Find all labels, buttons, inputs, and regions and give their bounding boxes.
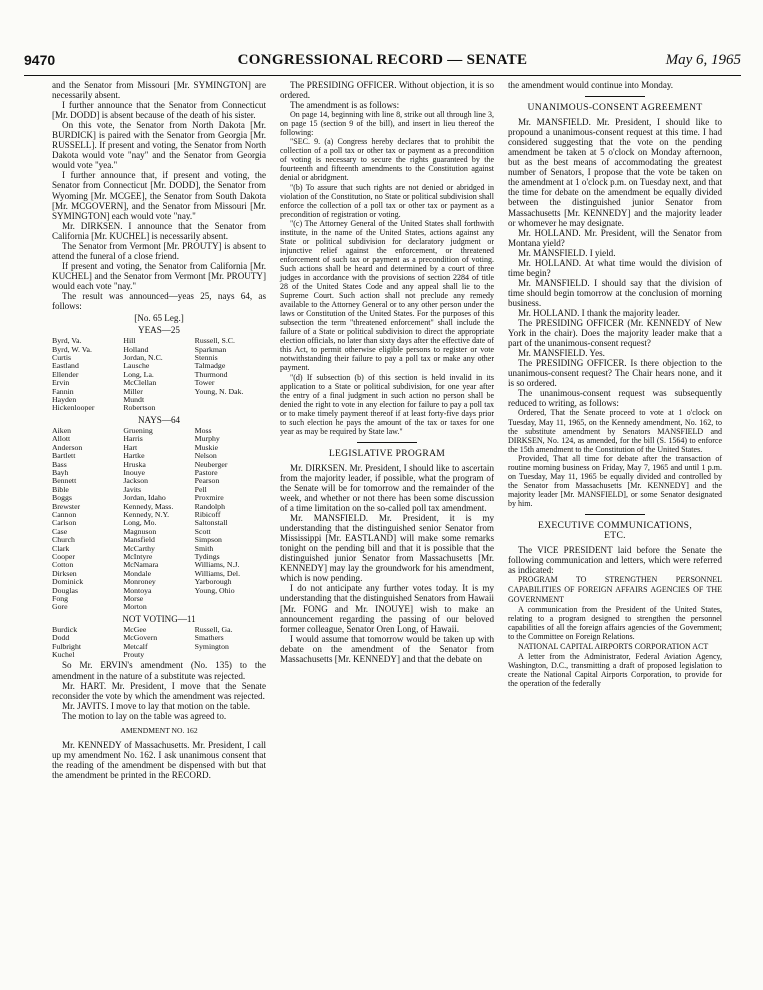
senator-name: Hartke xyxy=(123,451,145,461)
senator-name: Smith xyxy=(194,543,214,553)
senator-name: McClellan xyxy=(123,378,157,388)
senator-name: Saltonstall xyxy=(194,518,228,528)
nays-table xyxy=(52,427,266,612)
section-heading-cont: ETC. xyxy=(604,530,626,542)
senator-name: Javits xyxy=(123,484,142,494)
table-row xyxy=(52,469,266,477)
senator-name: Young, N. Dak. xyxy=(194,386,244,396)
paragraph: The Senator from Vermont [Mr. PROUTY] is absent to attend the funeral of a close friend. xyxy=(52,240,266,261)
senator-name xyxy=(195,595,266,603)
table-row xyxy=(52,595,266,603)
table-row xyxy=(52,587,266,595)
page-date: May 6, 1965 xyxy=(665,52,741,68)
table-row xyxy=(52,528,266,536)
senator-name: Talmadge xyxy=(194,361,226,371)
subsection-heading: PROGRAM TO STRENGTHEN PERSONNEL CAPABILITIES OF FOREIGN AFFAIRS AGENCIES OF THE GOVERNMENT xyxy=(508,575,722,605)
paragraph: the amendment would continue into Monday. xyxy=(508,80,674,90)
senator-name: Kennedy, Mass. xyxy=(123,501,174,511)
senator-name: Moss xyxy=(194,425,212,435)
senator-name: Hill xyxy=(123,336,136,346)
senator-name: Sparkman xyxy=(194,344,227,354)
paragraph: So Mr. ERVIN's amendment (No. 135) to the amendment in the nature of a substitute was rejected. xyxy=(52,660,266,681)
roll-call-number: [No. 65 Leg.] xyxy=(134,313,184,324)
senator-name: Neuberger xyxy=(194,459,228,469)
senator-name: Burdick xyxy=(52,624,78,634)
quoted-text: "(d) If subsection (b) of this section is held invalid in its application to a State or political subdivision, for one year after the entry of a final judgment in such action no person shall be denied the right to vote in any election for failure to pay a poll tax or to make timely payment thereof if at least forty-five days prior to such election he pays the amount of the tax or taxes for one year as may be required by State law." xyxy=(280,372,494,436)
senator-name: Curtis xyxy=(52,352,72,362)
senator-name: Jordan, N.C. xyxy=(123,352,163,362)
paragraph: A communication from the President of the United States, relating to a program designed to strengthen the personnel capabilities of all the foreign affairs agencies of the Government; to the Committee on Foreign Relations. xyxy=(508,605,722,642)
not-voting-heading: NOT VOTING—11 xyxy=(122,613,196,624)
table-row xyxy=(52,388,266,396)
senator-name: Morse xyxy=(123,594,144,603)
paragraph: I do not anticipate any further votes today. It is my understanding that the distinguished Senators from Hawaii [Mr. FONG and Mr. INOUYE] wish to make an announcement regarding the passing of our beloved former colleague, Senator Oren Long, of Hawaii. xyxy=(280,583,494,634)
senator-name: Ribicoff xyxy=(194,509,221,519)
senator-name: Church xyxy=(52,535,75,545)
senator-name: Montoya xyxy=(123,585,152,595)
paragraph: The unanimous-consent request was subsequently reduced to writing, as follows: xyxy=(508,388,722,409)
senator-name: Ellender xyxy=(52,369,79,379)
section-heading: LEGISLATIVE PROGRAM xyxy=(328,447,446,459)
table-row xyxy=(52,354,266,362)
senator-name: Jordan, Idaho xyxy=(123,493,166,503)
senator-name: Tydings xyxy=(194,551,220,561)
paragraph: On page 14, beginning with line 8, strike out all through line 3, on page 15 (section 9 of the bill), and insert in lieu thereof the following: xyxy=(280,110,494,138)
senator-name: Hart xyxy=(123,442,138,452)
senator-name: Dirksen xyxy=(52,568,77,578)
senator-name: McNamara xyxy=(123,560,159,570)
paragraph: Mr. MANSFIELD. Yes. xyxy=(518,348,605,359)
senator-name: Case xyxy=(52,526,68,536)
senator-name: Stennis xyxy=(194,352,218,362)
senator-name: Murphy xyxy=(194,434,220,444)
senator-name: Magnuson xyxy=(123,526,157,536)
paragraph: Mr. JAVITS. I move to lay that motion on the table. xyxy=(62,700,251,711)
senator-name: Carlson xyxy=(52,518,77,528)
paragraph: Mr. DIRKSEN. I announce that the Senator from California [Mr. KUCHEL] is necessarily absent. xyxy=(52,220,266,241)
header-rule xyxy=(24,75,741,76)
senator-name xyxy=(195,396,266,404)
column-1 xyxy=(52,80,266,780)
senator-name: Brewster xyxy=(52,501,81,511)
table-row xyxy=(52,444,266,452)
quoted-text: "(c) The Attorney General of the United States shall forthwith institute, in the name of the United States, actions against any State or political subdivision for declaratory judgment or injunctive relief against the enforcement, or threatened enforcement of such tax or payment as a precondition of voting. Such actions shall be heard and determined by a court of three judges in accordance with the provisions of section 2284 of title 28 of the United States Code and any appeal shall lie to the Supreme Court. Such action shall not preclude any remedy available to the Attorney General or to any other person under the laws or Constitution of the United States. For the purposes of this subsection the term "threatened enforcement" shall include the failure of a State or political subdivision to direct the appropriate election officials, no later than sixty days after the effective date of this Act, to permit otherwise eligible persons to register or vote notwithstanding their failure to pay a poll tax or make any other payment. xyxy=(280,218,494,373)
senator-name: Young, Ohio xyxy=(194,585,235,595)
column-2 xyxy=(280,80,494,664)
senator-name: Bass xyxy=(52,459,67,469)
table-row xyxy=(52,427,266,435)
senator-name: Gruening xyxy=(123,425,153,435)
senator-name: Scott xyxy=(194,526,211,536)
senator-name: Monroney xyxy=(123,577,156,587)
senator-name: Pastore xyxy=(194,467,218,477)
paragraph: Mr. HOLLAND. I thank the majority leader. xyxy=(518,307,680,318)
senator-name: Pearson xyxy=(194,476,220,486)
senator-name: Hayden xyxy=(52,395,77,405)
senator-name: Russell, Ga. xyxy=(194,624,233,634)
paragraph: A letter from the Administrator, Federal Aviation Agency, Washington, D.C., transmitting a draft of proposed legislation to create the National Capital Airports Corporation, to provide for the operation of the federally xyxy=(508,651,722,688)
table-row xyxy=(52,477,266,485)
paragraph: The VICE PRESIDENT laid before the Senate the following communication and letters, which were referred as indicated: xyxy=(508,545,722,576)
table-row xyxy=(52,435,266,443)
amendment-heading: AMENDMENT NO. 162 xyxy=(120,725,198,735)
paragraph: I further announce that the Senator from Connecticut [Mr. DODD] is absent because of the death of his sister. xyxy=(52,100,266,121)
senator-name: Bennett xyxy=(52,476,77,486)
senator-name: Bartlett xyxy=(52,451,76,461)
divider xyxy=(585,96,645,97)
senator-name: Simpson xyxy=(194,535,222,545)
paragraph: The PRESIDING OFFICER. Is there objection to the unanimous-consent request? The Chair hears none, and it is so ordered. xyxy=(508,358,722,389)
senator-name: Jackson xyxy=(123,476,149,486)
paragraph: Mr. HART. Mr. President, I move that the Senate reconsider the vote by which the amendment was rejected. xyxy=(52,680,266,701)
not-voting-table xyxy=(52,626,266,660)
senator-name: Kuchel xyxy=(52,650,75,660)
senator-name: Nelson xyxy=(194,451,217,461)
section-heading: EXECUTIVE COMMUNICATIONS, xyxy=(537,519,693,531)
senator-name: Lausche xyxy=(123,361,150,371)
senator-name: Boggs xyxy=(52,493,72,503)
order-text: Ordered, That the Senate proceed to vote at 1 o'clock on Tuesday, May 11, 1965, on the Kennedy amendment, No. 162, to the substitute amendment by Senators MANSFIELD and DIRKSEN, No. 124, as amended, for the bill (S. 1564) to enforce the 15th amendment to the Constitution of the United States. xyxy=(508,408,722,454)
paragraph: Mr. KENNEDY of Massachusetts. Mr. President, I call up my amendment No. 162. I ask unanimous consent that the reading of the amendment be dispensed with but that the amendment be printed in the RECORD. xyxy=(52,739,266,780)
paragraph: Mr. MANSFIELD. I should say that the division of time should begin tomorrow at the conclusion of morning business. xyxy=(508,277,722,308)
senator-name: Aiken xyxy=(52,425,72,435)
table-row xyxy=(52,570,266,578)
paragraph: Mr. HOLLAND. Mr. President, will the Senator from Montana yield? xyxy=(508,227,722,248)
senator-name: Tower xyxy=(194,378,215,388)
senator-name: Pell xyxy=(194,484,207,494)
senator-name: Holland xyxy=(123,344,149,354)
table-row xyxy=(52,404,266,412)
senator-name: McCarthy xyxy=(123,543,155,553)
quoted-text: "SEC. 9. (a) Congress hereby declares that to prohibit the collection of a poll tax or other tax or payment as a precondition of voting is necessary to secure the rights guaranteed by the fourteenth and fifteenth amendments to the Constitution against denial or abridgment. xyxy=(280,137,494,183)
order-text: Provided, That all time for debate after the transaction of routine morning business on Friday, May 7, 1965 and until 1 p.m. on Tuesday, May 11, 1965 be equally divided and controlled by the Senator from Massachusetts [Mr. KENNEDY] and the majority leader [Mr. MANSFIELD], or some Senator designated by him. xyxy=(508,453,722,508)
divider xyxy=(585,514,645,515)
senator-name xyxy=(195,404,266,412)
senator-name: Prouty xyxy=(123,650,145,660)
senator-name: Mansfield xyxy=(123,535,155,545)
senator-name: Cooper xyxy=(52,551,75,561)
senator-name: Hruska xyxy=(123,459,146,469)
senator-name: Eastland xyxy=(52,361,79,371)
nays-heading: NAYS—64 xyxy=(137,414,181,425)
paragraph: The result was announced—yeas 25, nays 64, as follows: xyxy=(52,290,266,312)
senator-name: Yarborough xyxy=(194,577,232,587)
senator-name xyxy=(195,651,266,659)
senator-name: Bible xyxy=(52,484,69,494)
paragraph: Mr. MANSFIELD. I yield. xyxy=(518,247,616,258)
senator-name: Long, Mo. xyxy=(123,518,157,528)
paragraph: The amendment is as follows: xyxy=(290,100,400,111)
table-row xyxy=(52,545,266,553)
paragraph: Mr. DIRKSEN. Mr. President, I should like to ascertain from the majority leader, if possible, what the program of the Senate will be for tomorrow and the remainder of the week, and whether or not there has been some discussion of a time limitation on the so-called poll tax amendment. xyxy=(280,462,494,514)
senator-name: Muskie xyxy=(194,442,219,452)
paragraph: Mr. HOLLAND. At what time would the division of time begin? xyxy=(508,257,722,278)
table-row xyxy=(52,643,266,651)
senator-name: Dodd xyxy=(52,633,70,643)
paragraph: Mr. MANSFIELD. Mr. President, it is my understanding that the distinguished senior Senator from Mississippi [Mr. EASTLAND] will make some remarks tonight on the pending bill and that it is possible that the distinguished junior Senator from Massachusetts [Mr. KENNEDY] may lay the groundwork for his amendment, which is now pending. xyxy=(280,513,494,584)
table-row xyxy=(52,651,266,659)
paragraph: I further announce that, if present and voting, the Senator from Connecticut [Mr. DODD], the Senator from Wyoming [Mr. MCGEE], the Senator from South Dakota [Mr. MCGOVERN], and the Senator from Missouri [Mr. SYMINGTON] each would vote "nay." xyxy=(52,170,266,221)
senator-name: Symington xyxy=(194,641,229,651)
table-row xyxy=(52,452,266,460)
senator-name: Clark xyxy=(52,543,70,553)
paragraph: The motion to lay on the table was agreed to. xyxy=(62,710,227,721)
divider xyxy=(357,442,417,443)
senator-name: Dominick xyxy=(52,577,84,587)
senator-name: Russell, S.C. xyxy=(194,336,235,346)
senator-name: Harris xyxy=(123,434,143,444)
paragraph: On this vote, the Senator from North Dakota [Mr. BURDICK] is paired with the Senator from Georgia [Mr. RUSSELL]. If present and voting, the Senator from North Dakota would vote "nay" and the Senator from Georgia would vote "yea." xyxy=(52,120,266,171)
senator-name: Ervin xyxy=(52,378,70,388)
table-row xyxy=(52,603,266,611)
table-row xyxy=(52,362,266,370)
senator-name: Fannin xyxy=(52,386,74,396)
senator-name xyxy=(195,603,266,611)
table-row xyxy=(52,371,266,379)
senator-name: Metcalf xyxy=(123,641,148,651)
senator-name: Allott xyxy=(52,434,71,444)
table-row xyxy=(52,519,266,527)
paragraph: The PRESIDING OFFICER (Mr. KENNEDY of New York in the chair). Does the majority leader make that a part of the unanimous-consent request? xyxy=(508,318,722,349)
senator-name: Cannon xyxy=(52,509,77,519)
senator-name: Gore xyxy=(52,602,68,612)
paragraph: The PRESIDING OFFICER. Without objection, it is so ordered. xyxy=(280,80,494,101)
senator-name: McIntyre xyxy=(123,551,153,561)
column-3 xyxy=(508,80,722,688)
senator-name: Hickenlooper xyxy=(52,403,95,413)
paragraph: Mr. MANSFIELD. Mr. President, I should like to propound a unanimous-consent request at this time. I had considered suggesting that the vote on the pending amendment be taken at 5 o'clock on Monday afternoon, but as the best means of accommodating the greatest number of Senators, I propose that the vote be taken on the amendment at 1 o'clock p.m. on Tuesday next, and that the time for debate on the amendment be equally divided between the distinguished junior Senator from Massachusetts [Mr. KENNEDY] and the majority leader or whomever he may designate. xyxy=(508,117,722,228)
page-number: 9470 xyxy=(24,52,56,68)
paragraph: I would assume that tomorrow would be taken up with debate on the amendment of the Senator from Massachusetts [Mr. KENNEDY] and that the debate on xyxy=(280,633,494,664)
table-row xyxy=(52,536,266,544)
senator-name: McGovern xyxy=(123,633,158,643)
senator-name: Inouye xyxy=(123,467,145,477)
senator-name: Fong xyxy=(52,594,69,603)
table-row xyxy=(52,634,266,642)
senator-name: Byrd, W. Va. xyxy=(52,344,92,354)
paragraph: If present and voting, the Senator from California [Mr. KUCHEL] and the Senator from Vermont [Mr. PROUTY] would each vote "nay." xyxy=(52,260,266,291)
senator-name: Williams, Del. xyxy=(194,568,241,578)
table-row xyxy=(52,461,266,469)
senator-name: Douglas xyxy=(52,585,78,595)
senator-name: Bayh xyxy=(52,467,69,477)
senator-name: Thurmond xyxy=(194,369,228,379)
yeas-heading: YEAS—25 xyxy=(138,325,180,336)
senator-name: Anderson xyxy=(52,442,83,452)
senator-name: Proxmire xyxy=(194,493,224,503)
senator-name: Byrd, Va. xyxy=(52,336,82,346)
senator-name: Williams, N.J. xyxy=(194,560,240,570)
senator-name: Kennedy, N.Y. xyxy=(123,509,170,519)
senator-name: McGee xyxy=(123,624,147,634)
subsection-heading: NATIONAL CAPITAL AIRPORTS CORPORATION ACT xyxy=(518,641,709,651)
senator-name: Mondale xyxy=(123,568,152,578)
senator-name: Long, La. xyxy=(123,369,154,379)
senator-name: Robertson xyxy=(123,403,156,413)
table-row xyxy=(52,511,266,519)
table-row xyxy=(52,626,266,634)
senator-name: Smathers xyxy=(194,633,224,643)
yeas-table xyxy=(52,337,266,413)
page-title: CONGRESSIONAL RECORD — SENATE xyxy=(237,52,528,68)
senator-name: Randolph xyxy=(194,501,225,511)
senator-name: Mundt xyxy=(123,395,145,405)
senator-name: Fulbright xyxy=(52,641,82,651)
senator-name: Miller xyxy=(123,386,143,396)
senator-name: Morton xyxy=(123,602,147,612)
quoted-text: "(b) To assure that such rights are not denied or abridged in violation of the Constitution, no State or political subdivision shall enforce the collection of a poll tax or other tax or payment as a precondition of registration or voting. xyxy=(280,182,494,219)
page-header xyxy=(24,52,741,76)
section-heading: UNANIMOUS-CONSENT AGREEMENT xyxy=(527,102,703,114)
paragraph: and the Senator from Missouri [Mr. SYMINGTON] are necessarily absent. xyxy=(52,80,266,101)
senator-name: Cotton xyxy=(52,560,74,570)
